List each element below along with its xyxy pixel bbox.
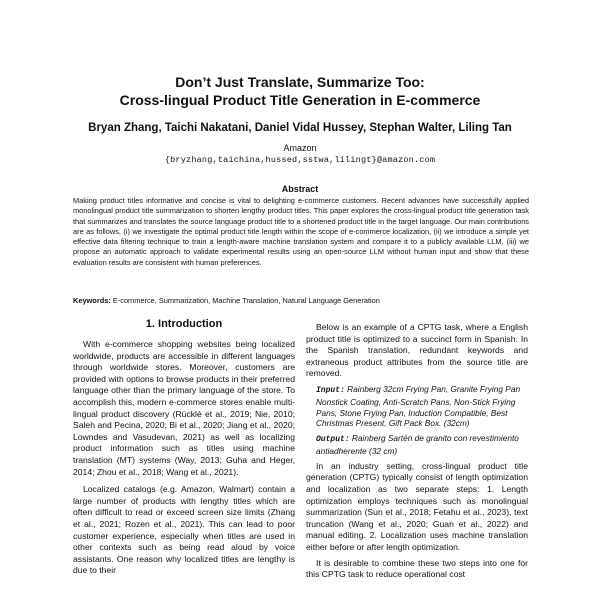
abstract-heading: Abstract [281,184,319,194]
example-input-text: Rainberg 32cm Frying Pan, Granite Frying Pan Nonstick Coating, Anti-Scratch Pans, Non-Stick Frying Pans, Stone Frying Pan, Induction Compatible, Best Christmas Present, Gift Pack Box. (32cm) [316,383,521,429]
keywords-line [73,296,529,306]
intro-paragraph-2: Localized catalogs (e.g. Amazon, Walmart) contain a large number of products with lengthy titles which are often difficult to read or exceed screen size limits (Zhang et al., 2021; Rozen et al., 2021). This can lead to poor customer experience, especially when titles are used in other contexts such as being read aloud by voice assistants. One reason why localized titles are lengthy is due to their [73,484,295,576]
paper-title-line-2: Cross-lingual Product Title Generation in E-commerce [119,92,481,108]
paper-title-line-1: Don’t Just Translate, Summarize Too: [175,74,425,90]
section-heading-introduction: 1. Introduction [145,318,223,330]
left-column [73,339,295,577]
intro-paragraph-1: With e-commerce shopping websites being localized worldwide, products are accessible in different languages through worldwide stores. Moreover, customers are provided with options to browse products in their preferred language other than the primary language of the store. To accomplish this, modern e-commerce stores enable multi-lingual product discovery (Rücklé et al., 2019; Nie, 2010; Saleh and Pecina, 2020; Bi et al., 2020; Jiang et al., 2020; Lowndes and Vasudevan, 2021) as well as localizing product information such as titles using machine translation (MT) systems (Way, 2013; Guha and Heger, 2014; Zhou et al., 2018; Wang et al., 2021). [73,339,295,477]
example-output [316,433,528,457]
cptg-paragraph: In an industry setting, cross-lingual product title generation (CPTG) typically consist of length optimization and localization as two separate steps: 1. Length optimization employs techniques such as monolingual summarization (Sun et al., 2018; Fetahu et al., 2023), text truncation (Wang et al., 2020; Guan et al., 2022) and manual editing. 2. Localization uses machine translation either before or after length optimization. [306,460,528,552]
author-emails: {bryzhang,taichina,hussed,sstwa,lilingt}@amazon.com [164,155,436,165]
example-output-text: Rainberg Sartén de granito con revestimiento antiadherente (32 cm) [316,433,519,456]
keywords-label: Keywords: [73,296,111,305]
example-output-label: Output: [316,435,350,445]
abstract-text: Making product titles informative and concise is vital to delighting e-commerce customers. Recent advances have successfully applied monolingual product title summarization to shorten lengthy product titles. This paper explores the cross-lingual product title generation task that summarizes and translates the source language product title to a shortened product title in the target language. Our main contributions are as follows, (i) we investigate the optimal product title length within the scope of e-commerce localization, (ii) we introduce a simple yet effective data filtering technique to train a length-aware machine translation system and compare it to a publicly available LLM, (iii) we propose an automatic approach to validate experimental results using an open-source LLM without human input and show that these evaluation results are consistent with human preferences. [73,196,529,267]
combine-steps-paragraph: It is desirable to combine these two steps into one for this CPTG task to reduce operational cost [306,557,528,580]
example-input [316,384,528,429]
example-intro-paragraph: Below is an example of a CPTG task, where a English product title is optimized to a succinct form in Spanish. In the Spanish translation, redundant keywords and extraneous product attributes from the source title are removed. [306,322,528,379]
right-column [306,322,528,581]
keywords-text: E-commerce, Summarization, Machine Translation, Natural Language Generation [112,296,380,305]
affiliation: Amazon [283,143,317,153]
example-input-label: Input: [316,385,345,395]
author-list: Bryan Zhang, Taichi Nakatani, Daniel Vidal Hussey, Stephan Walter, Liling Tan [88,122,512,134]
